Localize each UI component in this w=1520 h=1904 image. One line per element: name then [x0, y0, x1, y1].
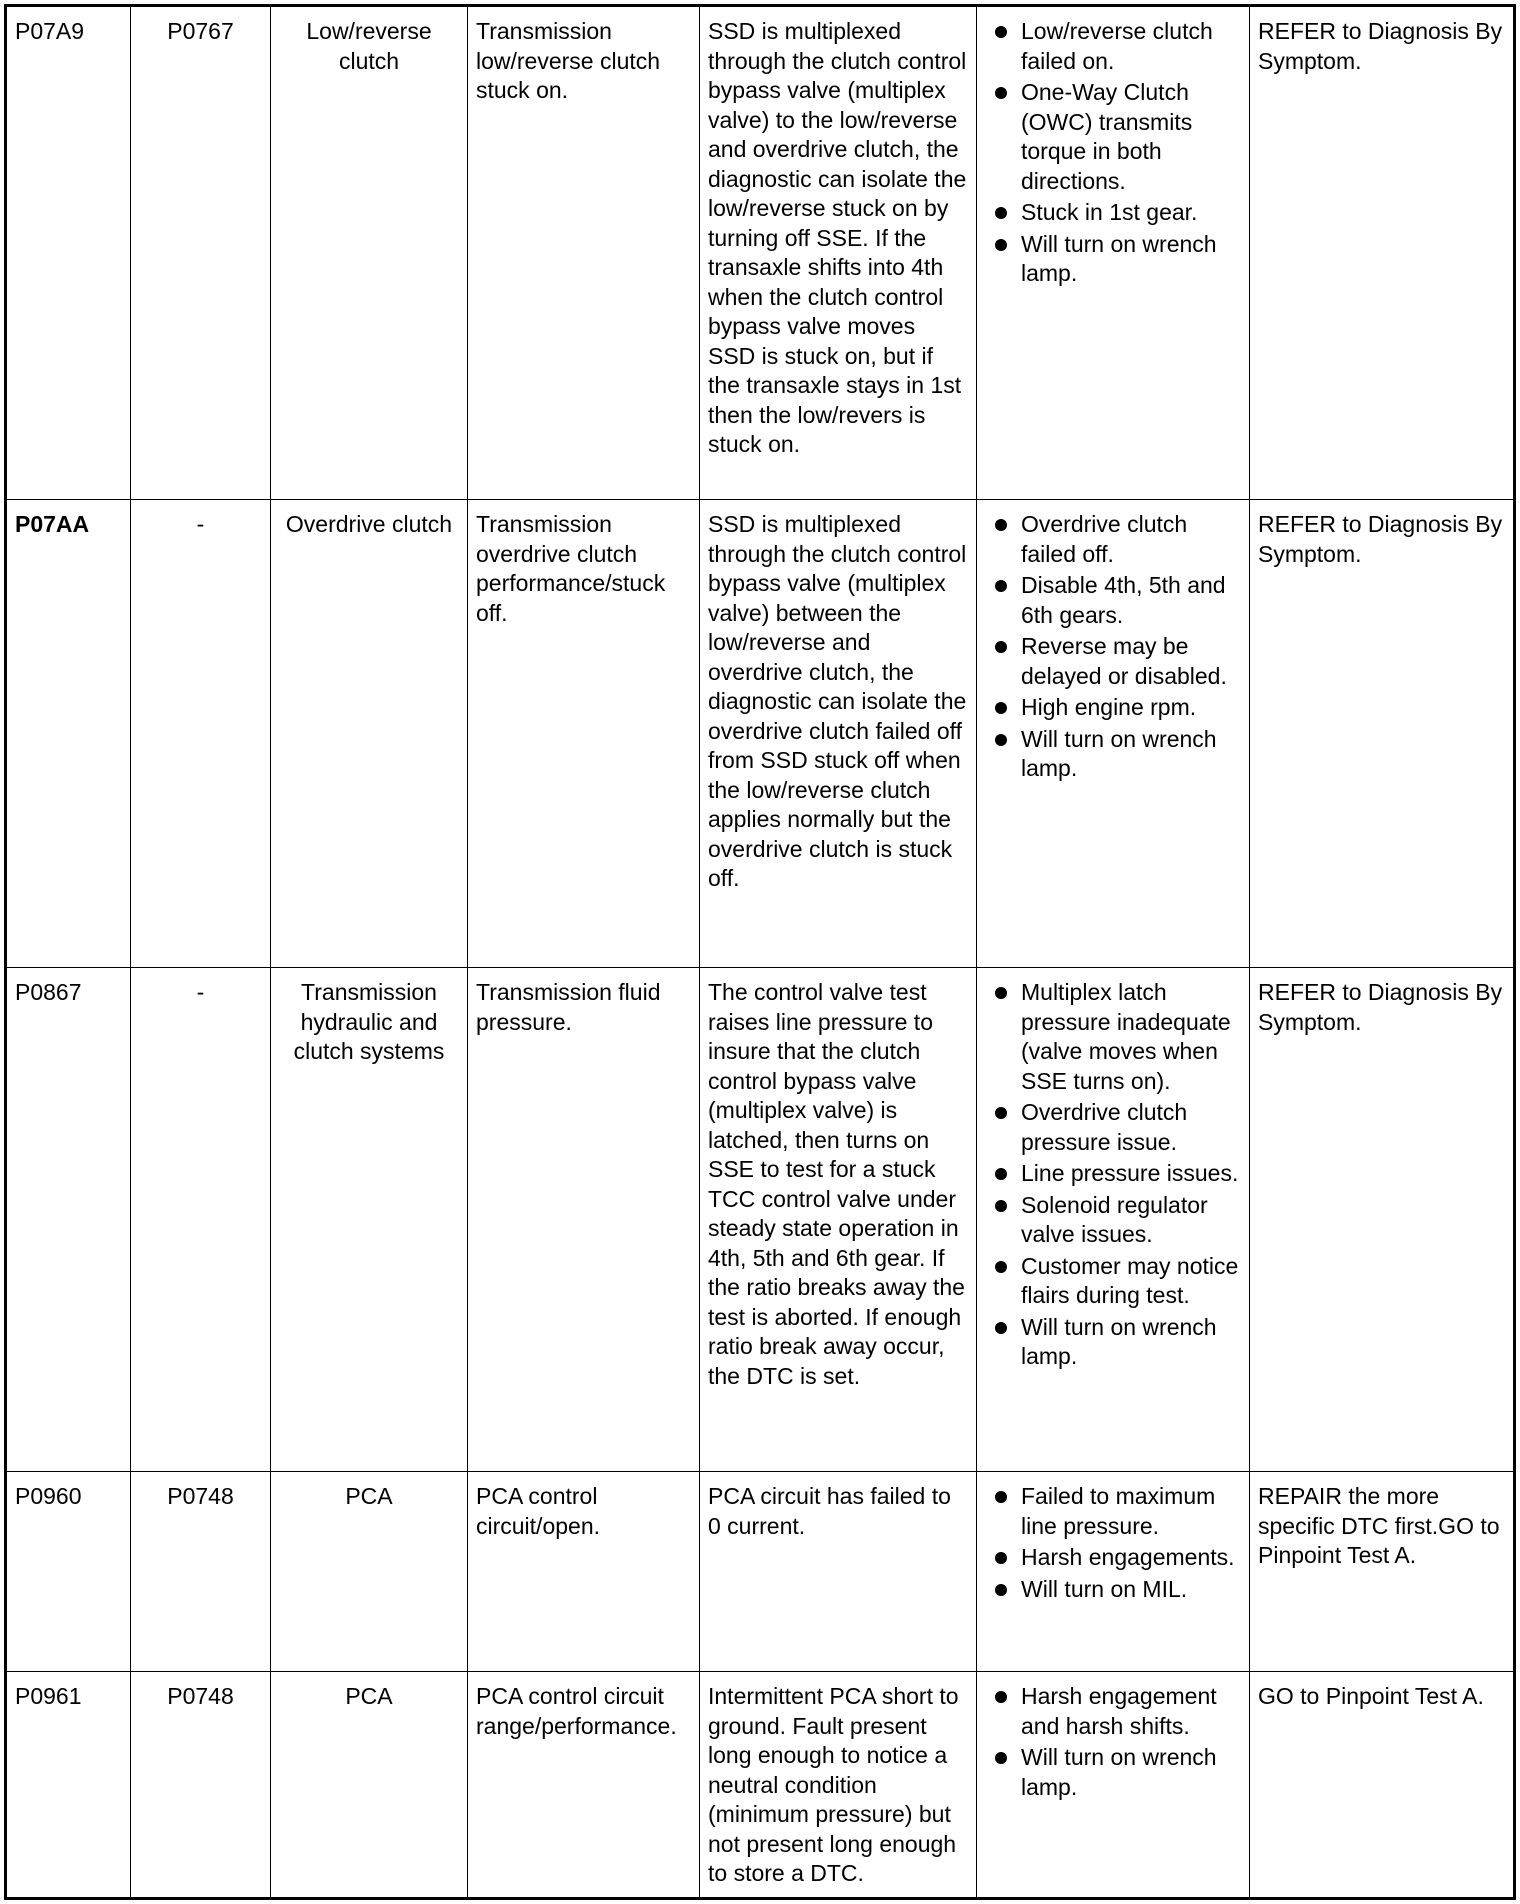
dtc-description: Transmission low/reverse clutch stuck on. — [468, 6, 700, 500]
dtc-code: P07A9 — [6, 6, 131, 500]
secondary-dtc-code: P0767 — [131, 6, 271, 500]
component: Overdrive clutch — [271, 500, 468, 968]
symptom-item: Failed to maximum line pressure. — [985, 1482, 1241, 1541]
symptom-item: Will turn on wrench lamp. — [985, 1743, 1241, 1802]
component: Low/reverse clutch — [271, 6, 468, 500]
dtc-code: P07AA — [6, 500, 131, 968]
dtc-code: P0867 — [6, 968, 131, 1472]
symptom-item: Multiplex latch pressure inadequate (valve moves when SSE turns on). — [985, 978, 1241, 1096]
dtc-description: Transmission fluid pressure. — [468, 968, 700, 1472]
action-text: REFER to Diagnosis By Symptom. — [1250, 968, 1515, 1472]
action-text: GO to Pinpoint Test A. — [1250, 1672, 1515, 1899]
dtc-code: P0961 — [6, 1672, 131, 1899]
action-text: REFER to Diagnosis By Symptom. — [1250, 6, 1515, 500]
dtc-description: PCA control circuit/open. — [468, 1472, 700, 1672]
component: PCA — [271, 1672, 468, 1899]
symptom-item: Will turn on wrench lamp. — [985, 725, 1241, 784]
symptom-item: Overdrive clutch pressure issue. — [985, 1098, 1241, 1157]
table-row — [6, 500, 1515, 968]
symptom-item: Customer may notice flairs during test. — [985, 1252, 1241, 1311]
symptom-item: Harsh engagements. — [985, 1543, 1241, 1573]
table-row — [6, 968, 1515, 1472]
dtc-description: Transmission overdrive clutch performance/stuck off. — [468, 500, 700, 968]
symptom-item: High engine rpm. — [985, 693, 1241, 723]
table-row — [6, 6, 1515, 500]
symptom-list-cell — [977, 968, 1250, 1472]
symptom-list-cell — [977, 6, 1250, 500]
secondary-dtc-code: P0748 — [131, 1472, 271, 1672]
table-row — [6, 1672, 1515, 1899]
table-row — [6, 1472, 1515, 1672]
symptom-item: Low/reverse clutch failed on. — [985, 17, 1241, 76]
symptom-list — [985, 510, 1241, 784]
symptom-item: Reverse may be delayed or disabled. — [985, 632, 1241, 691]
condition-text: SSD is multiplexed through the clutch control bypass valve (multiplex valve) to the low/reverse and overdrive clutch, the diagnostic can isolate the low/reverse stuck on by turning off SSE. If the transaxle shifts into 4th when the clutch control bypass valve moves SSD is stuck on, but if the transaxle stays in 1st then the low/revers is stuck on. — [700, 6, 977, 500]
action-text: REFER to Diagnosis By Symptom. — [1250, 500, 1515, 968]
component: Transmission hydraulic and clutch systems — [271, 968, 468, 1472]
symptom-list-cell — [977, 1672, 1250, 1899]
condition-text: The control valve test raises line pressure to insure that the clutch control bypass valve (multiplex valve) is latched, then turns on SSE to test for a stuck TCC control valve under steady state operation in 4th, 5th and 6th gear. If the ratio breaks away the test is aborted. If enough ratio break away occur, the DTC is set. — [700, 968, 977, 1472]
symptom-item: Line pressure issues. — [985, 1159, 1241, 1189]
action-text: REPAIR the more specific DTC first.GO to Pinpoint Test A. — [1250, 1472, 1515, 1672]
symptom-list-cell — [977, 1472, 1250, 1672]
secondary-dtc-code: - — [131, 500, 271, 968]
symptom-list-cell — [977, 500, 1250, 968]
symptom-item: Will turn on wrench lamp. — [985, 1313, 1241, 1372]
symptom-item: One-Way Clutch (OWC) transmits torque in both directions. — [985, 78, 1241, 196]
dtc-description: PCA control circuit range/performance. — [468, 1672, 700, 1899]
secondary-dtc-code: - — [131, 968, 271, 1472]
symptom-list — [985, 1682, 1241, 1802]
dtc-table — [4, 4, 1516, 1900]
symptom-item: Overdrive clutch failed off. — [985, 510, 1241, 569]
condition-text: PCA circuit has failed to 0 current. — [700, 1472, 977, 1672]
symptom-item: Harsh engagement and harsh shifts. — [985, 1682, 1241, 1741]
symptom-item: Stuck in 1st gear. — [985, 198, 1241, 228]
symptom-list — [985, 1482, 1241, 1604]
condition-text: SSD is multiplexed through the clutch control bypass valve (multiplex valve) between the low/reverse and overdrive clutch, the diagnostic can isolate the overdrive clutch failed off from SSD stuck off when the low/reverse clutch applies normally but the overdrive clutch is stuck off. — [700, 500, 977, 968]
secondary-dtc-code: P0748 — [131, 1672, 271, 1899]
symptom-item: Will turn on wrench lamp. — [985, 230, 1241, 289]
symptom-list — [985, 17, 1241, 289]
component: PCA — [271, 1472, 468, 1672]
symptom-list — [985, 978, 1241, 1372]
symptom-item: Solenoid regulator valve issues. — [985, 1191, 1241, 1250]
symptom-item: Disable 4th, 5th and 6th gears. — [985, 571, 1241, 630]
condition-text: Intermittent PCA short to ground. Fault present long enough to notice a neutral condition (minimum pressure) but not present long enough to store a DTC. — [700, 1672, 977, 1899]
symptom-item: Will turn on MIL. — [985, 1575, 1241, 1605]
dtc-code: P0960 — [6, 1472, 131, 1672]
